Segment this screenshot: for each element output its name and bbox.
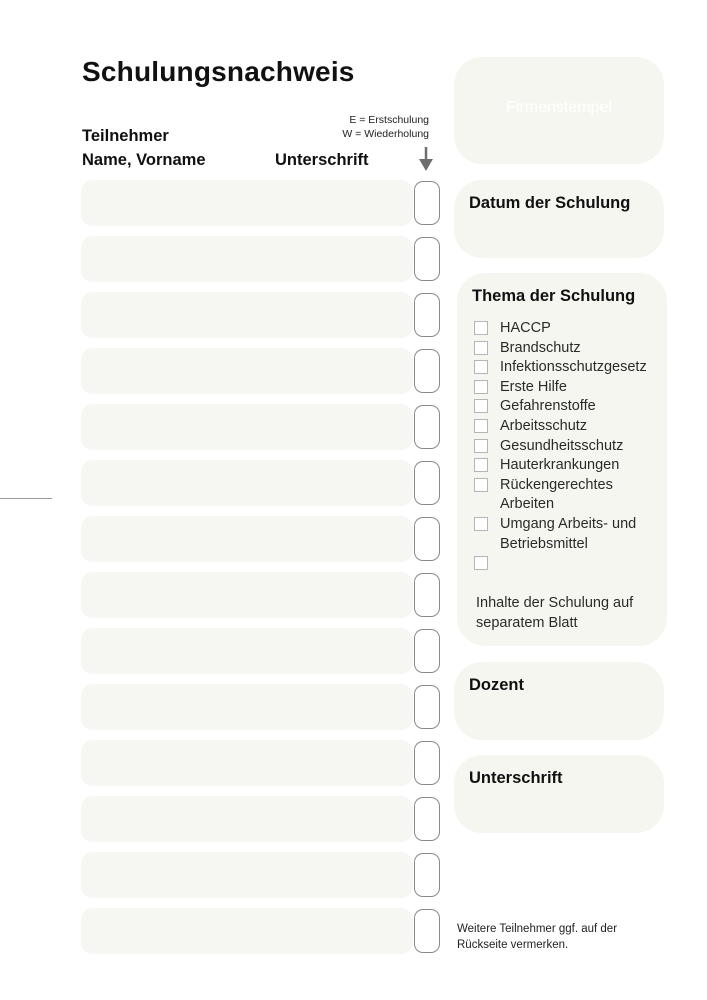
topic-checkbox[interactable]	[474, 399, 488, 413]
topic-item[interactable]	[474, 358, 664, 378]
topic-checkbox[interactable]	[474, 380, 488, 394]
topic-item[interactable]	[474, 456, 664, 476]
participant-row[interactable]	[81, 684, 413, 730]
topic-item[interactable]	[474, 319, 664, 339]
topic-item[interactable]	[474, 417, 664, 437]
training-topic-panel	[457, 273, 667, 646]
topic-label: Infektionsschutzgesetz	[500, 359, 647, 376]
topic-item[interactable]	[474, 554, 664, 570]
participant-row[interactable]	[81, 236, 413, 282]
participant-row[interactable]	[81, 516, 413, 562]
topic-checkbox[interactable]	[474, 360, 488, 374]
ew-checkbox[interactable]	[414, 685, 440, 729]
participant-row[interactable]	[81, 908, 413, 954]
topic-item[interactable]	[474, 378, 664, 398]
participant-header-line1: Teilnehmer	[82, 127, 169, 145]
participant-row[interactable]	[81, 852, 413, 898]
trainer-label: Dozent	[469, 676, 524, 694]
ew-checkbox[interactable]	[414, 629, 440, 673]
topic-label: HACCP	[500, 320, 551, 336]
topic-label: Arbeitsschutz	[500, 417, 588, 434]
ew-checkbox[interactable]	[414, 293, 440, 337]
topic-label: Erste Hilfe	[500, 378, 567, 395]
trainer-signature-label: Unterschrift	[469, 769, 563, 787]
topic-checkbox[interactable]	[474, 341, 488, 355]
participant-row[interactable]	[81, 180, 413, 226]
page-title: Schulungsnachweis	[82, 56, 355, 87]
topic-label: Gefahrenstoffe	[500, 398, 596, 415]
topic-note: Inhalte der Schulung auf separatem Blatt	[476, 595, 634, 631]
participant-row[interactable]	[81, 628, 413, 674]
ew-checkbox[interactable]	[414, 349, 440, 393]
topic-checkbox[interactable]	[474, 556, 488, 570]
topic-label: Hauterkrankungen	[500, 457, 620, 474]
ew-checkbox[interactable]	[414, 741, 440, 785]
legend-wiederholung: W = Wiederholung	[342, 128, 429, 140]
topic-item[interactable]	[474, 437, 664, 457]
arrow-down-icon	[419, 147, 433, 171]
ew-checkbox[interactable]	[414, 237, 440, 281]
topic-checklist	[474, 319, 664, 570]
topic-item[interactable]	[474, 476, 664, 515]
topic-label: Gesundheitsschutz	[500, 437, 624, 454]
participant-row[interactable]	[81, 796, 413, 842]
topic-checkbox[interactable]	[474, 478, 488, 492]
legend-erstschulung: E = Erstschulung	[349, 114, 429, 126]
ew-checkbox[interactable]	[414, 909, 440, 953]
ew-checkbox[interactable]	[414, 853, 440, 897]
participant-row[interactable]	[81, 348, 413, 394]
participant-header-line2: Name, Vorname	[82, 151, 206, 169]
company-stamp-panel	[454, 57, 664, 164]
topic-item[interactable]	[474, 339, 664, 359]
topic-item[interactable]	[474, 515, 664, 554]
topic-label: Rückengerechtes Arbeiten	[500, 476, 613, 513]
trainer-panel[interactable]	[454, 662, 664, 740]
topic-checkbox[interactable]	[474, 517, 488, 531]
signature-column-header: Unterschrift	[275, 151, 369, 169]
training-date-panel[interactable]	[454, 180, 664, 258]
ew-checkbox[interactable]	[414, 181, 440, 225]
trainer-signature-panel[interactable]	[454, 755, 664, 833]
participant-row[interactable]	[81, 572, 413, 618]
company-stamp-label: Firmenstempel	[506, 99, 612, 116]
ew-checkbox[interactable]	[414, 405, 440, 449]
training-topic-label: Thema der Schulung	[472, 287, 636, 305]
footnote: Weitere Teilnehmer ggf. auf der Rückseite vermerken.	[457, 923, 618, 951]
ew-checkbox[interactable]	[414, 517, 440, 561]
training-date-label: Datum der Schulung	[469, 194, 631, 212]
topic-item[interactable]	[474, 397, 664, 417]
participant-row[interactable]	[81, 740, 413, 786]
topic-label: Umgang Arbeits- und Betriebsmittel	[500, 515, 637, 552]
topic-checkbox[interactable]	[474, 458, 488, 472]
participant-row[interactable]	[81, 404, 413, 450]
participant-column-header	[82, 124, 206, 172]
topic-label: Brandschutz	[500, 339, 581, 356]
participant-row[interactable]	[81, 292, 413, 338]
legend	[342, 113, 429, 141]
fold-mark	[0, 498, 52, 499]
participant-row[interactable]	[81, 460, 413, 506]
ew-checkbox[interactable]	[414, 461, 440, 505]
topic-checkbox[interactable]	[474, 439, 488, 453]
topic-checkbox[interactable]	[474, 321, 488, 335]
topic-checkbox[interactable]	[474, 419, 488, 433]
ew-checkbox[interactable]	[414, 573, 440, 617]
ew-checkbox[interactable]	[414, 797, 440, 841]
